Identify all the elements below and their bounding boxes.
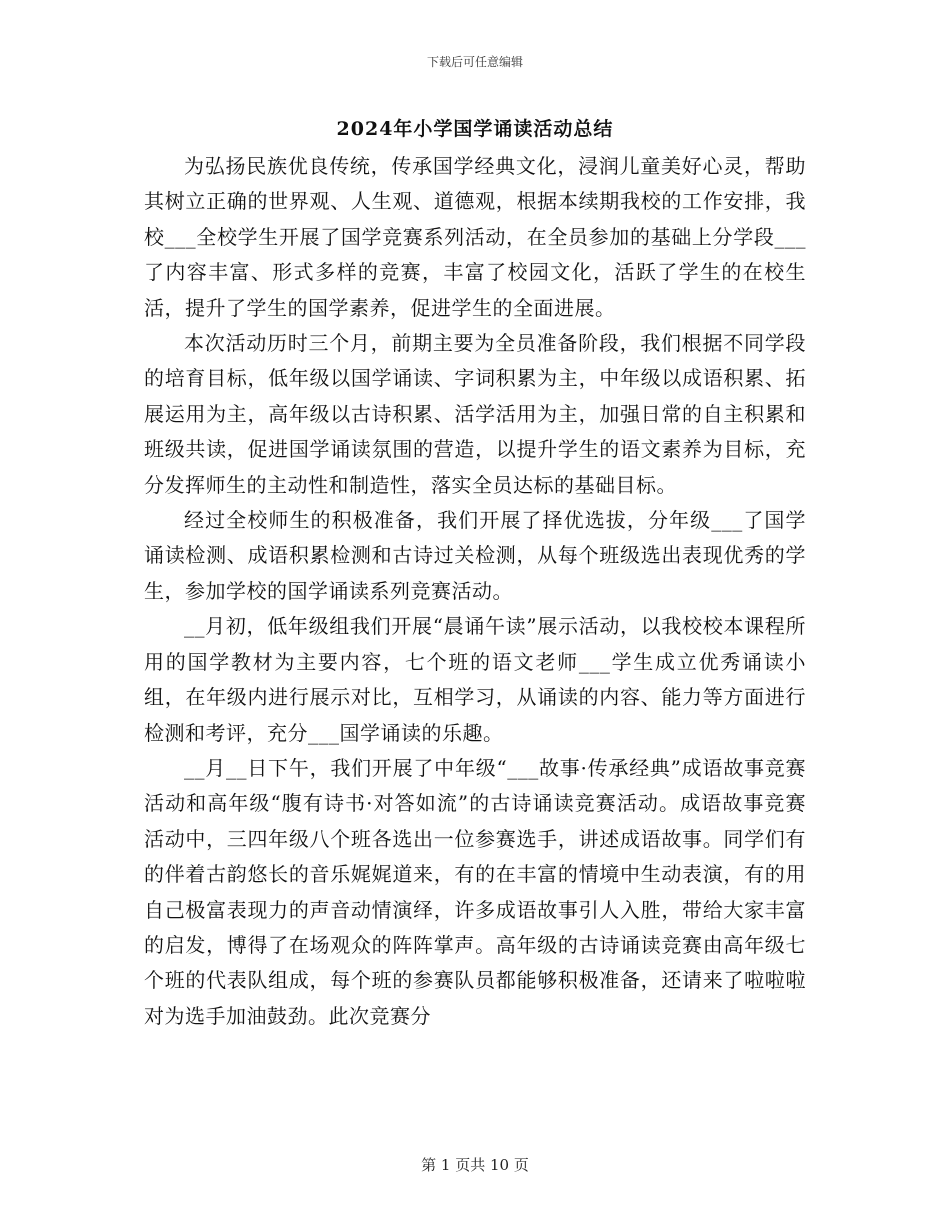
paragraph-competitions: __月__日下午，我们开展了中年级“___故事·传承经典”成语故事竞赛活动和高年级“腹有诗书·对答如流”的古诗诵读竞赛活动。成语故事竞赛活动中，三四年级八个班各选出一位参赛选手，讲述成语故事。同学们有的伴着古韵悠长的音乐娓娓道来，有的在丰富的情境中生动表演，有的用自己极富表现力的声音动情演绎，许多成语故事引人入胜，带给大家丰富的启发，博得了在场观众的阵阵掌声。高年级的古诗诵读竞赛由高年级七个班的代表队组成，每个班的参赛队员都能够积极准备，还请来了啦啦啦对为选手加油鼓劲。此次竞赛分 (144, 755, 806, 1028)
page-number: 第 1 页共 10 页 (421, 1156, 529, 1174)
document-title: 2024年小学国学诵读活动总结 (336, 118, 614, 140)
document-body (144, 149, 806, 1034)
paragraph-lower-grade: __月初，低年级组我们开展“晨诵午读”展示活动，以我校校本课程所用的国学教材为主要内容，七个班的语文老师___学生成立优秀诵读小组，在年级内进行展示对比，互相学习，从诵读的内容、能力等方面进行检测和考评，充分___国学诵读的乐趣。 (144, 614, 806, 745)
paragraph-preparation: 本次活动历时三个月，前期主要为全员准备阶段，我们根据不同学段的培育目标，低年级以国学诵读、字词积累为主，中年级以成语积累、拓展运用为主，高年级以古诗积累、活学活用为主，加强日常的自主积累和班级共读，促进国学诵读氛围的营造，以提升学生的语文素养为目标，充分发挥师生的主动性和制造性，落实全员达标的基础目标。 (144, 331, 806, 497)
page-header: 下载后可任意编辑 (426, 55, 523, 69)
paragraph-intro: 为弘扬民族优良传统，传承国学经典文化，浸润儿童美好心灵，帮助其树立正确的世界观、人生观、道德观，根据本续期我校的工作安排，我校___全校学生开展了国学竞赛系列活动，在全员参加的基础上分学段___了内容丰富、形式多样的竞赛，丰富了校园文化，活跃了学生的在校生活，提升了学生的国学素养，促进学生的全面进展。 (144, 154, 806, 320)
paragraph-selection: 经过全校师生的积极准备，我们开展了择优选拔，分年级___了国学诵读检测、成语积累检测和古诗过关检测，从每个班级选出表现优秀的学生，参加学校的国学诵读系列竞赛活动。 (144, 508, 806, 603)
